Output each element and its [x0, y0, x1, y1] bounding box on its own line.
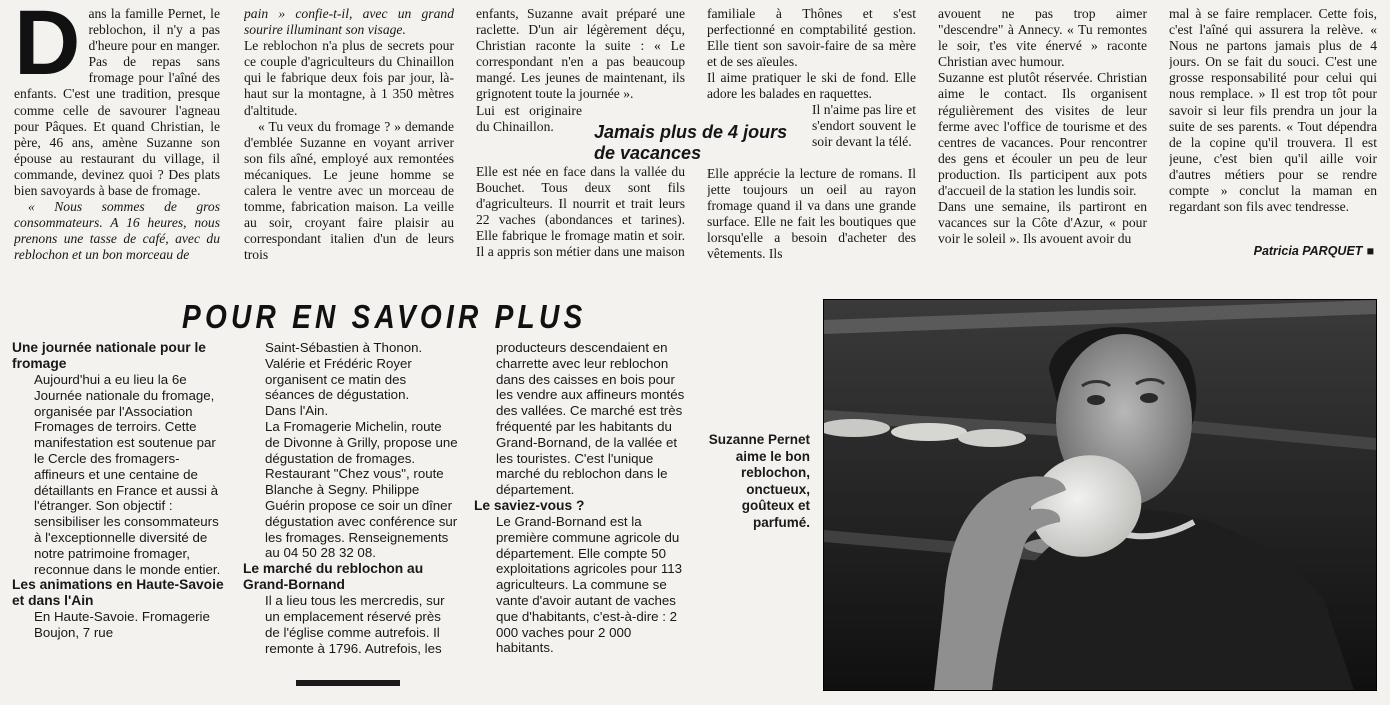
- pull-quote: Jamais plus de 4 jours de vacances: [594, 122, 788, 163]
- article-column-2: [244, 6, 454, 264]
- sidebar-paragraph: En Haute-Savoie. Fromagerie Boujon, 7 rue: [34, 609, 210, 641]
- article-paragraph: mal à se faire remplacer. Cette fois, c'est l'aîné qui assurera la relève. « Nous ne partons jamais plus de 4 jours. On se fait du souci. C'est une grosse responsabilité pour celui qui nous remplace. » Il est trop tôt pour savoir si leur fils prendra un jour la suite de ses parents. « Tout dépendra de la copine qu'il trouvera. Il est jeune, c'est bien qu'il aille voir d'autres métiers pour se rendre compte » conclut la maman en regardant son fils avec tendresse.: [1169, 6, 1377, 215]
- article-paragraph: pain » confie-t-il, avec un grand sourire illuminant son visage.: [244, 6, 454, 38]
- article-paragraph: Elle est née en face dans la vallée du Bouchet. Tous deux sont fils d'agriculteurs. Il nourrit et trait leurs 22 vaches (abondances et tarines). Elle fabrique le fromage matin et soir. Il a appris son métier dans une maison: [476, 164, 685, 260]
- photo-woman-eating-reblochon: [823, 299, 1377, 691]
- end-mark-icon: ■: [1366, 244, 1374, 258]
- author-name: Patricia PARQUET: [1253, 244, 1363, 258]
- sidebar-paragraph: Dans l'Ain.: [265, 403, 329, 419]
- article-column-3b: [476, 164, 685, 264]
- article-column-6: [1169, 6, 1377, 240]
- sidebar-column-2: [243, 340, 459, 700]
- sidebar-heading: Les animations en Haute-Savoie et dans l'Ain: [12, 577, 224, 609]
- article-column-4c: [707, 166, 916, 264]
- sidebar-paragraph: Le Grand-Bornand est la première commune agricole du département. Elle compte 50 exploitations agricoles pour 113 agriculteurs. La commune se vante d'avoir autant de vaches que d'habitants, c'est-à-dire : 2 000 vaches pour 2 000 habitants.: [496, 513, 683, 656]
- article-paragraph: enfants, Suzanne avait préparé une raclette. D'un air légèrement déçu, Christian raconte la suite : « Le correspondant n'en a pas beaucoup mangé. Les jeunes de maintenant, ils grignotent toute la journée ».: [476, 6, 685, 102]
- section-title: POUR EN SAVOIR PLUS: [182, 298, 587, 335]
- article-column-1: [14, 6, 220, 264]
- article-paragraph: ans la famille Pernet, le reblochon, il n'y a pas d'heure pour en manger. Pas de repas sans fromage pour l'aîné des enfants. C'est une tradition, presque comme celle de savourer l'agneau pour Pâques. Et quand Christian, le père, 46 ans, amène Suzanne son épouse au restaurant du village, il commande, devinez quoi ? Des plats bien savoyards à base de fromage.: [14, 6, 220, 199]
- divider-rule: [296, 680, 400, 686]
- sidebar-column-1: [12, 340, 226, 700]
- article-paragraph: Il n'aime pas lire et s'endort souvent le soir devant la télé.: [812, 102, 916, 150]
- article-paragraph: familiale à Thônes et s'est perfectionné en comptabilité gestion. Elle tient son savoir-faire de sa mère et de ses aïeules.: [707, 6, 916, 70]
- sidebar-heading: Le marché du reblochon au Grand-Bornand: [243, 561, 424, 593]
- photo-illustration: [824, 300, 1376, 690]
- sidebar-heading: Le saviez-vous ?: [474, 497, 585, 513]
- article-paragraph: Il aime pratiquer le ski de fond. Elle adore les balades en raquettes.: [707, 70, 916, 102]
- sidebar-paragraph: La Fromagerie Michelin, route de Divonne à Grilly, propose une dégustation de fromages. Restaurant "Chez vous", route Blanche à Segny. Philippe Guérin propose ce soir un dîner dégustation avec conférence sur les fromages. Renseignements au 04 50 28 32 08.: [265, 418, 458, 561]
- sidebar-paragraph: producteurs descendaient en charrette avec leur reblochon dans des caisses en bois pour les vendre aux affineurs montés des vallées. Ce marché est très fréquenté par les habitants du Grand-Bornand, de la vallée et les touristes. C'est l'unique marché du reblochon dans le département.: [496, 340, 685, 498]
- article-paragraph: Lui est originaire du Chinaillon.: [476, 102, 582, 134]
- article-column-5: [938, 6, 1147, 264]
- sidebar-paragraph: Aujourd'hui a eu lieu la 6e Journée nationale du fromage, organisée par l'Association Fromages de terroirs. Cette manifestation est soutenue par le Cercle des fromagers-affineurs et une centaine de détaillants en France et aussi à l'étranger. Son objectif : sensibiliser les consommateurs à l'exceptionnelle diversité de notre patrimoine fromager, reconnue dans le monde entier.: [34, 372, 221, 577]
- sidebar-paragraph: Il a lieu tous les mercredis, sur un emplacement réservé près de l'église comme autrefois. Il remonte à 1796. Autrefois, les: [265, 593, 445, 656]
- article-column-4b: [812, 102, 916, 166]
- article-paragraph: Le reblochon n'a plus de secrets pour ce couple d'agriculteurs du Chinaillon qui le fabrique deux fois par jour, là-haut sur la montagne, à 1 350 mètres d'altitude.: [244, 38, 454, 118]
- article-column-4a: [707, 6, 916, 102]
- article-paragraph: Elle apprécie la lecture de romans. Il jette toujours un oeil au rayon fromage quand il va dans une grande surface. Elle ne fait les boutiques que lorsqu'elle a besoin d'acheter des vêtements. Ils: [707, 166, 916, 262]
- drop-cap: D: [14, 6, 81, 94]
- article-paragraph: avouent ne pas trop aimer "descendre" à Annecy. « Tu remontes le soir, t'es vite énervé » raconte Christian avec humour.: [938, 6, 1147, 70]
- article-paragraph: Suzanne est plutôt réservée. Christian aime le contact. Ils organisent régulièrement des visites de leur ferme avec l'office de tourisme et des centres de vacances. Pour rencontrer des gens et écouler un peu de leur production. Ils participent aux pots d'accueil de la station les lundis soir.: [938, 70, 1147, 199]
- photo-caption: Suzanne Pernet aime le bon reblochon, onctueux, goûteux et parfumé.: [708, 432, 810, 530]
- article-paragraph: « Tu veux du fromage ? » demande d'emblée Suzanne en voyant arriver son fils aîné, employé aux remontées mécaniques. Le jeune homme se calera le ventre avec un morceau de tomme, fabrication maison. La veille au soir, croyant faire plaisir au correspondant italien d'un de leurs trois: [244, 118, 454, 263]
- sidebar-paragraph: Saint-Sébastien à Thonon. Valérie et Frédéric Royer organisent ce matin des séances de dégustation.: [265, 340, 423, 403]
- article-paragraph: « Nous sommes de gros consommateurs. A 16 heures, nous prenons une tasse de café, avec du reblochon et un bon morceau de: [14, 199, 220, 263]
- article-paragraph: Dans une semaine, ils partiront en vacances sur la Côte d'Azur, « pour voir le soleil ». Ils avouent avoir du: [938, 199, 1147, 247]
- sidebar-heading: Une journée nationale pour le fromage: [12, 340, 206, 371]
- sidebar-column-3: [474, 340, 692, 700]
- author-signature: [1254, 244, 1374, 258]
